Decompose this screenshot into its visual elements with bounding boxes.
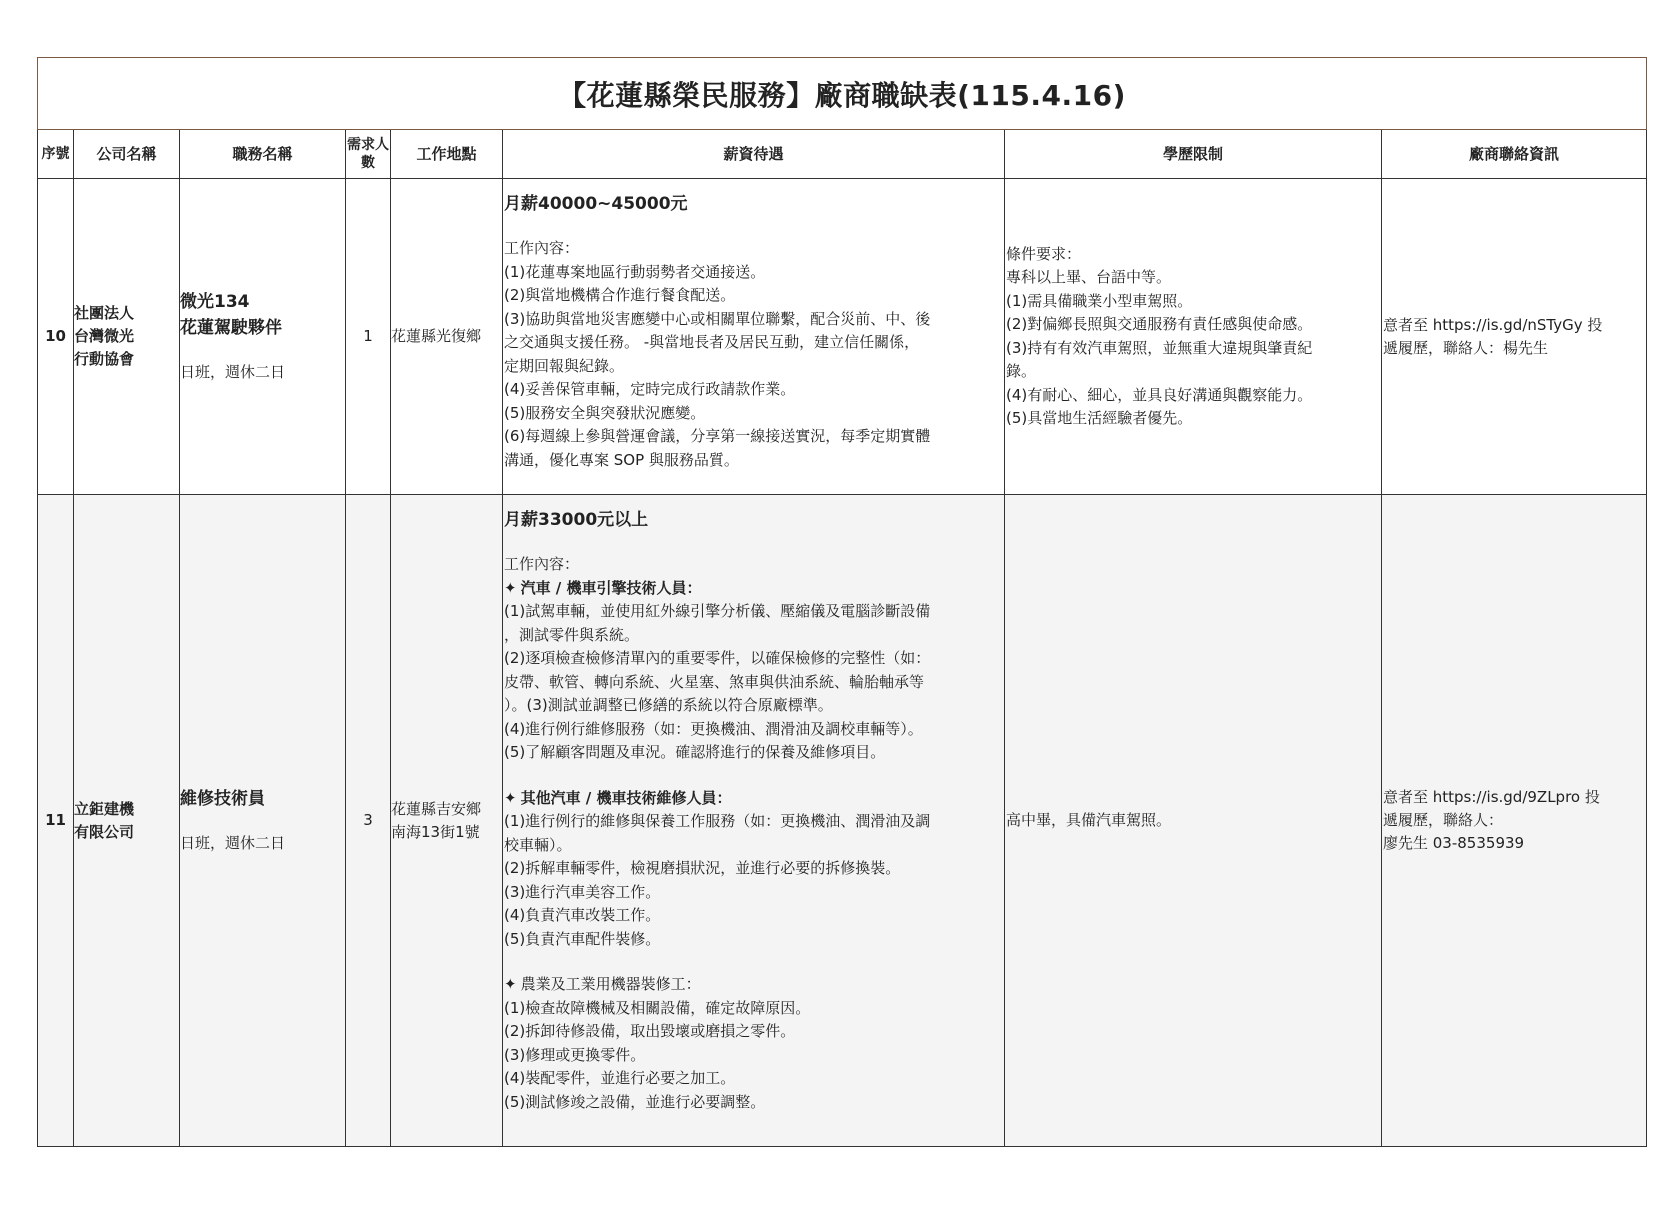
duty-line: (4)裝配零件，並進行必要之加工。 [504, 1069, 736, 1087]
header-count: 需求人數 [346, 130, 391, 179]
spacer [504, 951, 1004, 973]
location-line: 南海13街1號 [391, 822, 480, 841]
job-shift: 日班，週休二日 [180, 834, 286, 852]
education-cell [1005, 495, 1382, 1147]
company-line: 社團法人 [74, 304, 135, 322]
duty-line: (2)拆卸待修設備，取出毀壞或磨損之零件。 [504, 1022, 796, 1040]
job-table [37, 57, 1647, 1147]
duty-line: 之交通與支援任務。 -與當地長者及居民互動，建立信任關係， [504, 333, 920, 351]
duty-section-title: ✦ 汽車 / 機車引擎技術人員： [504, 577, 1004, 601]
headcount: 3 [346, 495, 391, 1147]
education-line: (1)需具備職業小型車駕照。 [1006, 291, 1193, 310]
duty-line: 溝通，優化專案 SOP 與服務品質。 [504, 450, 739, 469]
header-row [38, 130, 1647, 179]
duty-line: (1)花蓮專案地區行動弱勢者交通接送。 [504, 262, 766, 281]
star-icon: ✦ [504, 788, 517, 807]
salary-cell [503, 179, 1005, 495]
duty-line: 皮帶、軟管、轉向系統、火星塞、煞車與供油系統、輪胎軸承等 [504, 672, 925, 691]
company-line: 有限公司 [74, 822, 135, 841]
company-name [74, 495, 180, 1147]
duty-line: (3)修理或更換零件。 [504, 1045, 646, 1064]
duty-line: (2)與當地機構合作進行餐食配送。 [504, 286, 736, 304]
duties-label: 工作內容： [504, 555, 580, 573]
salary-amount: 月薪33000元以上 [504, 510, 649, 530]
duty-line: (5)了解顧客問題及車況。確認將進行的保養及維修項目。 [504, 743, 886, 761]
duty-line: 校車輛）。 [504, 835, 572, 854]
header-seq: 序號 [38, 130, 74, 179]
duty-line: (1)檢查故障機械及相關設備，確定故障原因。 [504, 998, 811, 1017]
salary-amount: 月薪40000~45000元 [504, 194, 688, 214]
duty-line: (5)服務安全與突發狀況應變。 [504, 403, 706, 422]
row-seq: 11 [38, 495, 74, 1147]
contact-line: 廖先生 03-8535939 [1383, 834, 1525, 852]
education-line: (2)對偏鄉長照與交通服務有責任感與使命感。 [1006, 315, 1313, 333]
job-title-line: 花蓮駕駛夥伴 [180, 318, 282, 338]
duty-line: (1)試駕車輛，並使用紅外線引擎分析儀、壓縮儀及電腦診斷設備 [504, 602, 931, 620]
education-line: 條件要求： [1006, 244, 1082, 263]
duty-line: (4)進行例行維修服務（如：更換機油、潤滑油及調校車輛等）。 [504, 719, 923, 738]
location-line: 花蓮縣光復鄉 [391, 327, 482, 345]
duty-line: (1)進行例行的維修與保養工作服務（如：更換機油、潤滑油及調 [504, 812, 931, 830]
company-line: 行動協會 [74, 350, 135, 368]
duty-line: ，測試零件與系統。 [504, 625, 640, 644]
header-contact: 廠商聯絡資訊 [1382, 130, 1647, 179]
page-title: 【花蓮縣榮民服務】廠商職缺表(115.4.16) [558, 78, 1126, 112]
contact-cell [1382, 495, 1647, 1147]
job-title-line: 維修技術員 [180, 789, 265, 809]
duty-line: (5)測試修竣之設備，並進行必要調整。 [504, 1092, 766, 1111]
duty-line: (5)負責汽車配件裝修。 [504, 929, 661, 948]
work-location [391, 495, 503, 1147]
header-salary: 薪資待遇 [503, 130, 1005, 179]
duty-line: (3)進行汽車美容工作。 [504, 882, 661, 901]
company-name [74, 179, 180, 495]
education-line: 高中畢，具備汽車駕照。 [1006, 810, 1172, 829]
contact-line: 意者至 https://is.gd/nSTyGy 投 [1383, 315, 1603, 334]
education-cell [1005, 179, 1382, 495]
job-shift: 日班，週休二日 [180, 363, 286, 381]
duty-line: (4)妥善保管車輛，定時完成行政請款作業。 [504, 380, 796, 398]
table-row [38, 179, 1647, 495]
education-line: 專科以上畢、台語中等。 [1006, 268, 1172, 286]
star-icon: ✦ [504, 975, 517, 993]
education-line: 錄。 [1006, 362, 1037, 380]
education-line: (5)具當地生活經驗者優先。 [1006, 409, 1193, 427]
header-education: 學歷限制 [1005, 130, 1382, 179]
contact-line: 意者至 https://is.gd/9ZLpro 投 [1383, 788, 1600, 806]
duty-section-title: ✦ 農業及工業用機器裝修工： [504, 973, 1004, 997]
duty-line: (3)協助與當地災害應變中心或相關單位聯繫，配合災前、中、後 [504, 309, 931, 328]
duty-line: 定期回報與紀錄。 [504, 356, 625, 375]
headcount: 1 [346, 179, 391, 495]
location-line: 花蓮縣吉安鄉 [391, 799, 482, 818]
star-icon: ✦ [504, 578, 517, 597]
contact-line: 遞履歷，聯絡人：楊先生 [1383, 338, 1549, 357]
duties-label: 工作內容： [504, 239, 580, 257]
duty-line: (2)拆解車輛零件，檢視磨損狀況，並進行必要的拆修換裝。 [504, 859, 901, 877]
duties-list [504, 553, 1004, 1114]
duty-line: (4)負責汽車改裝工作。 [504, 906, 661, 924]
title-cell [38, 58, 1647, 130]
header-company: 公司名稱 [74, 130, 180, 179]
duties-list [504, 237, 1004, 472]
company-line: 立鉅建機 [74, 799, 135, 818]
company-line: 台灣微光 [74, 327, 135, 345]
header-location: 工作地點 [391, 130, 503, 179]
education-line: (3)持有有效汽車駕照，並無重大違規與肇責紀 [1006, 338, 1313, 357]
salary-cell [503, 495, 1005, 1147]
header-job: 職務名稱 [180, 130, 346, 179]
duty-line: (6)每週線上參與營運會議，分享第一線接送實況，每季定期實體 [504, 427, 931, 445]
table-row [38, 495, 1647, 1147]
contact-line: 遞履歷，聯絡人： [1383, 811, 1504, 829]
job-cell [180, 179, 346, 495]
duty-section-title: ✦ 其他汽車 / 機車技術維修人員： [504, 787, 1004, 811]
job-cell [180, 495, 346, 1147]
work-location [391, 179, 503, 495]
education-line: (4)有耐心、細心，並具良好溝通與觀察能力。 [1006, 385, 1313, 404]
spacer [504, 765, 1004, 787]
contact-cell [1382, 179, 1647, 495]
job-listing-sheet [37, 57, 1646, 1147]
job-title-line: 微光134 [180, 292, 250, 312]
row-seq: 10 [38, 179, 74, 495]
duty-line: (2)逐項檢查檢修清單內的重要零件，以確保檢修的完整性（如： [504, 649, 931, 667]
duty-line: ）。(3)測試並調整已修繕的系統以符合原廠標準。 [504, 696, 833, 714]
